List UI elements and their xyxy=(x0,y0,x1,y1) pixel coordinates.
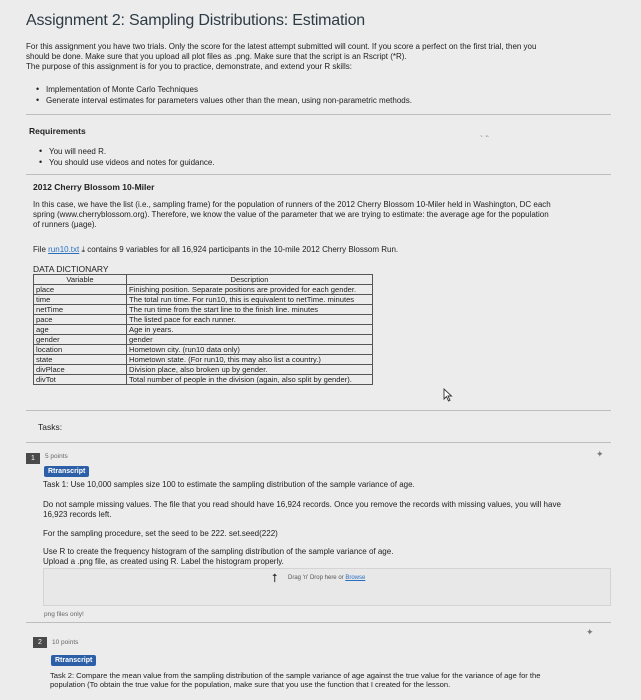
table-row xyxy=(34,305,373,315)
table-row xyxy=(34,335,373,345)
variable-cell: age xyxy=(34,325,127,335)
description-cell: The run time from the start line to the finish line. minutes xyxy=(127,305,373,315)
cherry-line: In this case, we have the list (i.e., sampling frame) for the population of runners of the 2012 Cherry Blossom 10-Miler held in Washington, DC each xyxy=(33,200,551,209)
task1-line: Do not sample missing values. The file that you read should have 16,924 records. Once you remove the records with missing values, you will have xyxy=(43,500,561,509)
download-icon[interactable]: ⤓ xyxy=(81,245,86,254)
description-cell: Hometown state. (For run10, this may also list a country.) xyxy=(127,355,373,365)
table-row xyxy=(34,315,373,325)
table-row xyxy=(34,375,373,385)
description-cell: gender xyxy=(127,335,373,345)
task1-line: Use R to create the frequency histogram of the sampling distribution of the sample variance of age. xyxy=(43,547,394,556)
cherry-line: spring (www.cherryblossom.org). Therefore, we know the value of the parameter that we are trying to estimate: the average age for the population xyxy=(33,210,549,219)
dictionary-heading: DATA DICTIONARY xyxy=(33,264,109,274)
file-prefix: File xyxy=(33,245,46,254)
cherry-line: of runners (μage). xyxy=(33,220,97,229)
question-points: 5 points xyxy=(45,453,68,460)
tasks-heading: Tasks: xyxy=(38,422,63,432)
rtranscript-tag: Rtranscript xyxy=(51,655,96,666)
purpose-item: • Implementation of Monte Carlo Techniques xyxy=(46,85,198,94)
description-cell: Division place, also broken up by gender. xyxy=(127,365,373,375)
table-row xyxy=(34,345,373,355)
upload-label: Drag 'n' Drop here or xyxy=(288,575,344,581)
task1-title: Task 1: Use 10,000 samples size 100 to estimate the sampling distribution of the sample variance of age. xyxy=(43,480,415,489)
task2-line: Task 2: Compare the mean value from the sampling distribution of the sample variance of age against the true value for the variance of age for the xyxy=(50,671,541,680)
rtranscript-tag: Rtranscript xyxy=(44,466,89,477)
variable-cell: time xyxy=(34,295,127,305)
intro-text xyxy=(26,42,611,72)
description-cell: Total number of people in the division (again, also split by gender). xyxy=(127,375,373,385)
task1-seed: For the sampling procedure, set the seed to be 222. set.seed(222) xyxy=(43,529,278,538)
browse-link[interactable]: Browse xyxy=(345,575,366,581)
cherry-description xyxy=(33,200,608,230)
col-variable-header: Variable xyxy=(34,275,127,285)
pin-icon[interactable]: ✦ xyxy=(586,627,594,637)
file-upload-dropzone[interactable] xyxy=(43,568,611,606)
description-cell: Hometown city. (run10 data only) xyxy=(127,345,373,355)
mouse-pointer-icon xyxy=(443,388,453,402)
variable-cell: gender xyxy=(34,335,127,345)
cursor-marker: ˴ ˵ xyxy=(480,130,489,140)
upload-text xyxy=(288,575,365,581)
col-description-header: Description xyxy=(127,275,373,285)
task2-line: population (To obtain the true value for the population, make sure that you use the function that I created for the lesson. xyxy=(50,680,451,689)
question-number-badge: 1 xyxy=(26,453,40,464)
question-number-badge: 2 xyxy=(33,637,47,648)
upload-arrow-icon: ⭡ xyxy=(272,571,278,585)
variable-cell: divPlace xyxy=(34,365,127,375)
description-cell: Finishing position. Separate positions are provided for each gender. xyxy=(127,285,373,295)
png-only-note: png files only! xyxy=(44,611,84,618)
pin-icon[interactable]: ✦ xyxy=(596,449,604,459)
intro-line: should be done. Make sure that you upload all plot files as .png. Make sure that the script is an Rscript (*R). xyxy=(26,52,407,61)
task2-text xyxy=(50,671,618,689)
table-header-row xyxy=(34,275,373,285)
requirements-heading: Requirements xyxy=(29,126,86,136)
variable-cell: divTot xyxy=(34,375,127,385)
description-cell: Age in years. xyxy=(127,325,373,335)
description-cell: The listed pace for each runner. xyxy=(127,315,373,325)
purpose-item: • Generate interval estimates for parameters values other than the mean, using non-parametric methods. xyxy=(46,96,412,105)
task1-line: 16,923 records left. xyxy=(43,510,112,519)
divider xyxy=(26,622,611,623)
variable-cell: netTime xyxy=(34,305,127,315)
data-dictionary-table xyxy=(33,274,373,385)
question-points: 10 points xyxy=(52,639,79,646)
task1-line: Upload a .png file, as created using R. Label the histogram properly. xyxy=(43,557,284,566)
file-suffix: contains 9 variables for all 16,924 participants in the 10-mile 2012 Cherry Blossom Run. xyxy=(87,245,399,254)
divider xyxy=(26,174,611,175)
divider xyxy=(26,114,611,115)
variable-cell: pace xyxy=(34,315,127,325)
table-row xyxy=(34,355,373,365)
variable-cell: location xyxy=(34,345,127,355)
table-row xyxy=(34,285,373,295)
table-row xyxy=(34,325,373,335)
variable-cell: place xyxy=(34,285,127,295)
cherry-heading: 2012 Cherry Blossom 10-Miler xyxy=(33,182,155,192)
task1-histogram xyxy=(43,547,611,567)
description-cell: The total run time. For run10, this is equivalent to netTime. minutes xyxy=(127,295,373,305)
file-line xyxy=(33,245,398,255)
task1-details xyxy=(43,500,611,520)
table-row xyxy=(34,365,373,375)
intro-line: For this assignment you have two trials. Only the score for the latest attempt submitted will count. If you score a perfect on the first trial, then you xyxy=(26,42,537,51)
divider xyxy=(26,410,611,411)
intro-line: The purpose of this assignment is for you to practice, demonstrate, and extend your R skills: xyxy=(26,62,352,71)
run10-file-link[interactable]: run10.txt xyxy=(48,245,80,254)
table-row xyxy=(34,295,373,305)
requirement-item: • You will need R. xyxy=(49,147,106,156)
requirement-item: • You should use videos and notes for guidance. xyxy=(49,158,215,167)
variable-cell: state xyxy=(34,355,127,365)
divider xyxy=(26,442,611,443)
page-title: Assignment 2: Sampling Distributions: Estimation xyxy=(26,12,365,29)
